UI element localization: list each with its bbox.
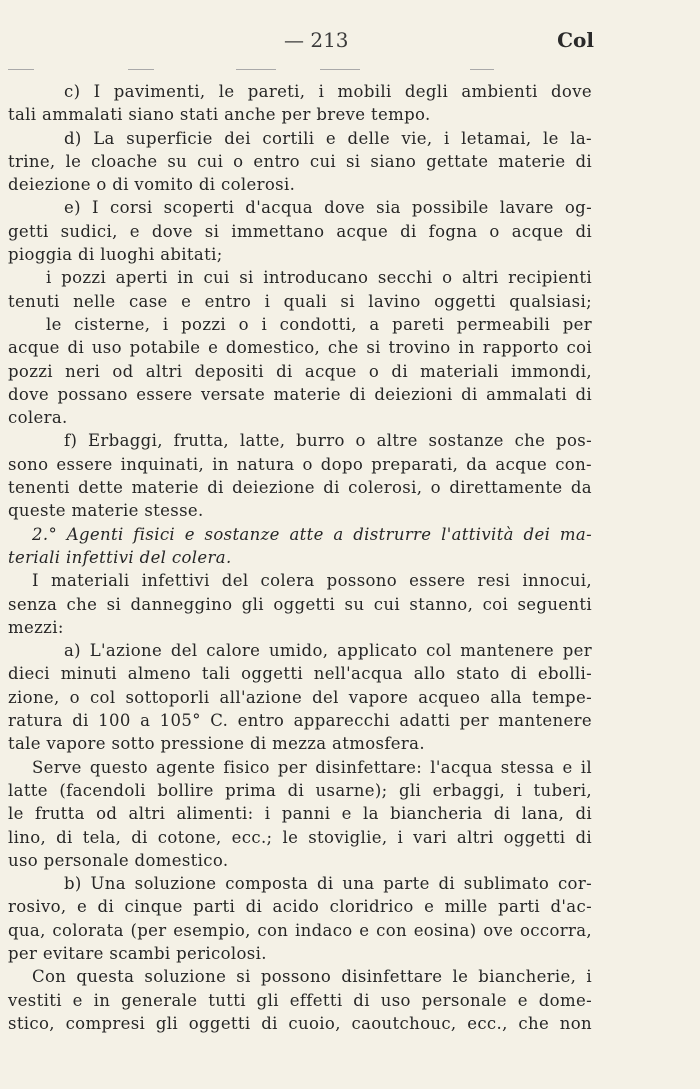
page-number: — 213 (284, 28, 349, 52)
header-rule-left-middle (128, 69, 154, 70)
text-line: senza che si danneggino gli oggetti su cui stanno, coi seguenti (8, 594, 592, 614)
text-line: f) Erbaggi, frutta, latte, burro o altre sostanze che pos- (64, 431, 592, 451)
text-line: Serve questo agente fisico per disinfettare: l'acqua stessa e il (32, 757, 592, 777)
section-heading-line: teriali infettivi del colera. (8, 547, 232, 567)
text-line: zione, o col sottoporli all'azione del vapore acqueo alla tempe- (8, 687, 592, 707)
text-line: deiezione o di vomito di colerosi. (8, 175, 296, 195)
text-line: tenenti dette materie di deiezione di colerosi, o direttamente da (8, 478, 592, 498)
text-line: per evitare scambi pericolosi. (8, 943, 267, 963)
text-line: b) Una soluzione composta di una parte di sublimato cor- (64, 874, 592, 894)
text-line: I materiali infettivi del colera possono essere resi innocui, (32, 571, 592, 591)
text-line: i pozzi aperti in cui si introducano secchi o altri recipienti (46, 268, 592, 288)
running-head: Col (557, 28, 594, 52)
text-line: sono essere inquinati, in natura o dopo preparati, da acque con- (8, 454, 592, 474)
text-line: dieci minuti almeno tali oggetti nell'acqua allo stato di ebolli- (8, 664, 592, 684)
text-line: getti sudici, e dove si immettano acque di fogna o acque di (8, 221, 592, 241)
body-text (8, 80, 592, 1035)
text-line: le cisterne, i pozzi o i condotti, a pareti permeabili per (46, 314, 592, 334)
text-line: uso personale domestico. (8, 850, 229, 870)
text-line: acque di uso potabile e domestico, che si trovino in rapporto coi (8, 338, 592, 358)
text-line: mezzi: (8, 617, 64, 637)
text-line: stico, compresi gli oggetti di cuoio, caoutchouc, ecc., che non (8, 1013, 592, 1033)
text-line: pioggia di luoghi abitati; (8, 245, 223, 265)
text-line: dove possano essere versate materie di deiezioni di ammalati di (8, 384, 592, 404)
text-line: trine, le cloache su cui o entro cui si siano gettate materie di (8, 151, 592, 171)
text-line: a) L'azione del calore umido, applicato col mantenere per (64, 641, 592, 661)
text-line: c) I pavimenti, le pareti, i mobili degli ambienti dove (64, 82, 592, 101)
text-line: ratura di 100 a 105° C. entro apparecchi adatti per mantenere (8, 711, 592, 731)
text-line: le frutta od altri alimenti: i panni e la biancheria di lana, di (8, 804, 592, 824)
text-line: lino, di tela, di cotone, ecc.; le stoviglie, i vari altri oggetti di (8, 827, 592, 847)
section-heading-line: 2.° Agenti fisici e sostanze atte a distrurre l'attività dei ma- (32, 524, 592, 544)
text-line: d) La superficie dei cortili e delle vie, i letamai, le la- (64, 128, 592, 148)
text-line: tali ammalati siano stati anche per breve tempo. (8, 105, 431, 125)
text-line: vestiti e in generale tutti gli effetti di uso personale e dome- (8, 990, 592, 1010)
text-line: qua, colorata (per esempio, con indaco e con eosina) ove occorra, (8, 920, 592, 940)
text-line: latte (facendoli bollire prima di usarne); gli erbaggi, i tuberi, (8, 780, 592, 800)
header-rule-center-right (320, 69, 360, 70)
text-line: colera. (8, 408, 68, 428)
text-line: pozzi neri od altri depositi di acque o di materiali immondi, (8, 361, 592, 381)
text-line: Con questa soluzione si possono disinfettare le biancherie, i (32, 967, 592, 987)
header-rule-center-left (236, 69, 276, 70)
text-line: tale vapore sotto pressione di mezza atmosfera. (8, 734, 425, 754)
text-line: rosivo, e di cinque parti di acido cloridrico e mille parti d'ac- (8, 897, 592, 917)
header-rule-right (470, 69, 494, 70)
page-header (0, 28, 700, 60)
text-line: e) I corsi scoperti d'acqua dove sia possibile lavare og- (64, 198, 592, 218)
header-rule-left (8, 69, 34, 70)
text-line: queste materie stesse. (8, 501, 204, 521)
text-line: tenuti nelle case e entro i quali si lavino oggetti qualsiasi; (8, 291, 592, 311)
